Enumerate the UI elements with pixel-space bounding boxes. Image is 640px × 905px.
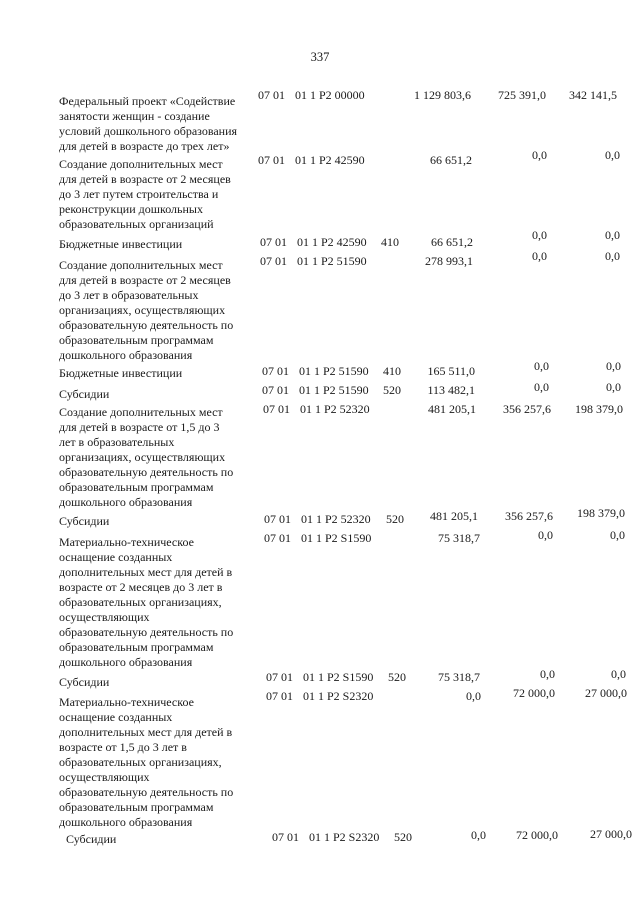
value-year-3: 0,0 [605,148,620,162]
value-year-1: 75 318,7 [438,670,480,684]
section-code: 07 01 [260,254,287,268]
expense-type-code: 520 [386,512,404,526]
section-code: 07 01 [263,402,290,416]
section-code: 07 01 [266,670,293,684]
row-name: Материально-техническое оснащение созданных дополнительных мест для детей в возрасте от 1,5 до 3 лет в образовательных организациях, осуществляющих образовательную деятельность по образовательным программам дошкольного образования [59,695,234,829]
target-article-code: 01 1 Р2 42590 [297,235,367,249]
section-code: 07 01 [258,153,285,167]
row-name: Субсидии [59,387,110,401]
section-code: 07 01 [272,830,299,844]
target-article-code: 01 1 Р2 42590 [295,153,365,167]
value-year-2: 0,0 [532,148,547,162]
value-year-1: 481 205,1 [430,509,478,523]
target-article-code: 01 1 Р2 51590 [299,364,369,378]
value-year-3: 198 379,0 [577,506,625,520]
value-year-2: 356 257,6 [503,402,551,416]
value-year-2: 356 257,6 [505,509,553,523]
value-year-1: 481 205,1 [428,402,476,416]
row-name: Материально-техническое оснащение созданных дополнительных мест для детей в возрасте от 2 месяцев до 3 лет в образовательных организациях, осуществляющих образовательную деятельность по образовательным программам дошкольного образования [59,535,234,669]
value-year-1: 75 318,7 [438,531,480,545]
value-year-3: 0,0 [611,667,626,681]
target-article-code: 01 1 Р2 52320 [300,402,370,416]
value-year-1: 0,0 [471,828,486,842]
page-number: 337 [310,50,330,64]
row-name: Бюджетные инвестиции [59,237,183,251]
target-article-code: 01 1 Р2 S2320 [303,689,374,703]
target-article-code: 01 1 Р2 51590 [297,254,367,268]
value-year-3: 198 379,0 [575,402,623,416]
value-year-2: 725 391,0 [498,88,546,102]
value-year-1: 278 993,1 [425,254,473,268]
value-year-2: 0,0 [534,380,549,394]
expense-type-code: 520 [383,383,401,397]
value-year-2: 0,0 [532,228,547,242]
section-code: 07 01 [258,88,285,102]
value-year-1: 1 129 803,6 [414,88,471,102]
value-year-2: 0,0 [538,528,553,542]
value-year-3: 0,0 [610,528,625,542]
section-code: 07 01 [262,383,289,397]
section-code: 07 01 [260,235,287,249]
section-code: 07 01 [264,531,291,545]
row-name: Бюджетные инвестиции [59,366,183,380]
target-article-code: 01 1 Р2 S1590 [301,531,372,545]
row-name: Создание дополнительных мест для детей в возрасте от 2 месяцев до 3 лет путем строительства и реконструкции дошкольных образовательных организаций [59,157,231,231]
row-name: Федеральный проект «Содействие занятости женщин - создание условий дошкольного образования для детей в возрасте до трех лет» [59,94,238,153]
row-name: Субсидии [59,675,110,689]
section-code: 07 01 [264,512,291,526]
value-year-3: 0,0 [605,228,620,242]
expense-type-code: 520 [388,670,406,684]
target-article-code: 01 1 Р2 S1590 [303,670,374,684]
section-code: 07 01 [262,364,289,378]
value-year-2: 0,0 [540,667,555,681]
value-year-2: 0,0 [534,359,549,373]
value-year-1: 66 651,2 [431,235,473,249]
value-year-2: 72 000,0 [516,828,558,842]
expense-type-code: 410 [381,235,399,249]
expense-type-code: 410 [383,364,401,378]
value-year-2: 72 000,0 [513,686,555,700]
target-article-code: 01 1 Р2 00000 [295,88,365,102]
value-year-3: 27 000,0 [585,686,627,700]
row-name: Создание дополнительных мест для детей в возрасте от 2 месяцев до 3 лет в образовательных организациях, осуществляющих образовательную деятельность по образовательным программам дошкольного образования [59,258,234,362]
expense-type-code: 520 [394,830,412,844]
value-year-3: 342 141,5 [569,88,617,102]
section-code: 07 01 [266,689,293,703]
target-article-code: 01 1 Р2 52320 [301,512,371,526]
value-year-1: 66 651,2 [430,153,472,167]
value-year-2: 0,0 [532,249,547,263]
value-year-3: 0,0 [605,249,620,263]
value-year-3: 0,0 [606,380,621,394]
target-article-code: 01 1 Р2 51590 [299,383,369,397]
row-name: Субсидии [59,514,110,528]
value-year-3: 0,0 [606,359,621,373]
target-article-code: 01 1 Р2 S2320 [309,830,380,844]
row-name: Субсидии [66,832,117,846]
value-year-3: 27 000,0 [590,827,632,841]
value-year-1: 113 482,1 [427,383,475,397]
value-year-1: 165 511,0 [427,364,475,378]
value-year-1: 0,0 [466,689,481,703]
row-name: Создание дополнительных мест для детей в возрасте от 1,5 до 3 лет в образовательных организациях, осуществляющих образовательную деятельность по образовательным программам дошкольного образования [59,405,234,509]
